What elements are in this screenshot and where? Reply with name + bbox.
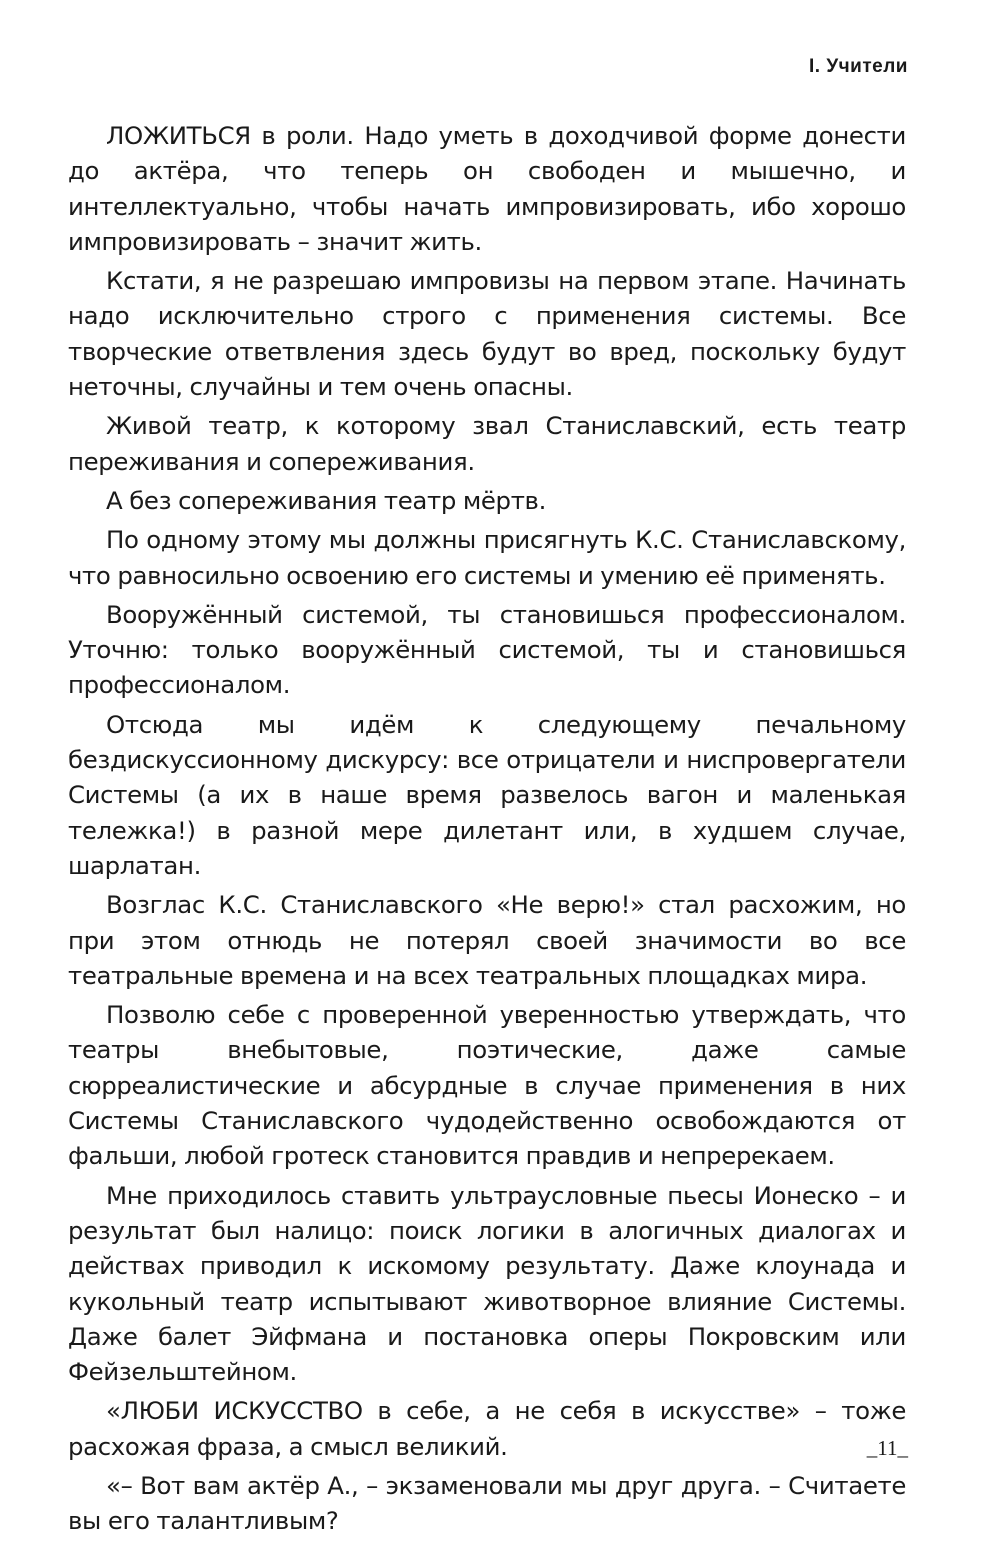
body-text	[68, 118, 906, 1543]
paragraph: Кстати, я не разрешаю импровизы на первом этапе. Начинать надо исключительно строго с применения системы. Все творческие ответвления здесь будут во вред, поскольку будут неточны, случайны и тем очень опасны.	[68, 266, 906, 402]
paragraph: ЛОЖИТЬСЯ в роли. Надо уметь в доходчивой форме донести до актёра, что теперь он свободен и мышечно, и интеллектуально, чтобы начать импровизировать, ибо хорошо импровизировать – значит жить.	[68, 121, 906, 256]
paragraph: А без сопереживания театр мёртв.	[106, 485, 546, 515]
paragraph: Позволю себе с проверенной уверенностью утверждать, что театры внебытовые, поэтические, даже самые сюрреалистические и абсурдные в случае применения в них Системы Станиславского чудодейственно освобождаются от фальши, любой гротеск становится правдив и непререкаем.	[68, 1000, 906, 1171]
paragraph: Отсюда мы идём к следующему печальному бездискуссионному дискурсу: все отрицатели и ниспровергатели Системы (а их в наше время развелось вагон и маленькая тележка!) в разной мере дилетант или, в худшем случае, шарлатан.	[68, 709, 906, 880]
paragraph: «– Вот вам актёр А., – экзаменовали мы друг друга. – Считаете вы его талантливым?	[68, 1470, 906, 1536]
paragraph: По одному этому мы должны присягнуть К.С. Станиславскому, что равносильно освоению его системы и умению её применять.	[68, 525, 906, 590]
paragraph: «ЛЮБИ ИСКУССТВО в себе, а не себя в искусстве» – тоже расхожая фраза, а смысл великий.	[68, 1396, 906, 1461]
paragraph: Живой театр, к которому звал Станиславский, есть театр переживания и сопереживания.	[68, 411, 906, 476]
paragraph: Мне приходилось ставить ультраусловные пьесы Ионеско – и результат был налицо: поиск логики в алогичных диалогах и действах приводил к искомому результату. Даже клоунада и кукольный театр испытывают животворное влияние Системы. Даже балет Эйфмана и постановка оперы Покровским или Фейзельштейном.	[68, 1180, 906, 1387]
paragraph: Возглас К.С. Станиславского «Не верю!» стал расхожим, но при этом отнюдь не потерял своей значимости во все театральные времена и на всех театральных площадках мира.	[68, 890, 906, 990]
running-header: I. Учители	[809, 56, 908, 77]
paragraph: Вооружённый системой, ты становишься профессионалом. Уточню: только вооружённый системой, ты и становишься профессионалом.	[68, 599, 906, 700]
page-number: _11_	[866, 1436, 908, 1460]
